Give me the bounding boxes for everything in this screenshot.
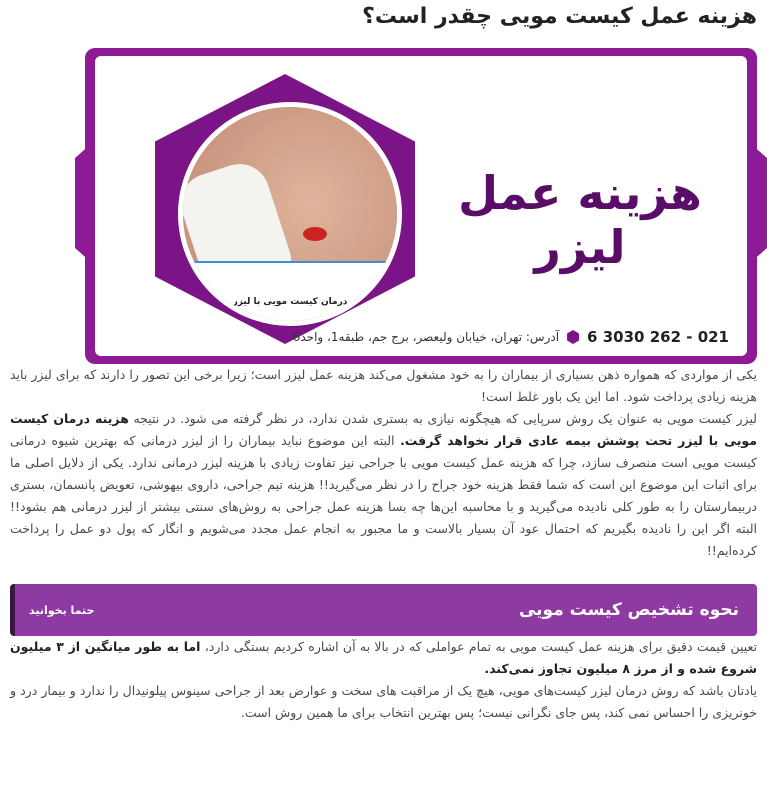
banner-inner xyxy=(95,56,747,356)
banner-address: آدرس: تهران، خیابان ولیعصر، برج جم، طبقه1، واحد6 xyxy=(292,330,560,344)
paragraph-insurance xyxy=(10,408,757,562)
banner-phone: 021 - 262 3030 6 xyxy=(587,328,729,346)
paragraph-insurance-bold: هزینه درمان کیست مویی با لیزر تحت پوشش بیمه عادی قرار نخواهد گرفت. xyxy=(10,411,758,448)
related-article-tag: حتما بخوانید xyxy=(29,603,95,617)
photo-wound xyxy=(303,227,327,241)
paragraph-insurance-part1: لیزر کیست مویی به عنوان یک روش سرپایی که هیچگونه نیازی به بستری شدن ندارد، در نظر گرفته می شود. در نتیجه xyxy=(128,411,757,426)
photo-caption-band xyxy=(183,261,397,321)
hexagon-bullet-icon xyxy=(567,330,579,344)
related-article-banner[interactable] xyxy=(10,584,757,636)
related-article-title[interactable]: نحوه تشخیص کیست مویی xyxy=(518,600,739,620)
paragraph-price xyxy=(10,636,757,680)
treatment-photo xyxy=(178,102,402,326)
banner-image xyxy=(85,48,757,364)
banner-headline: هزینه عمل لیزر xyxy=(458,166,702,274)
paragraph-price-bold: اما به طور میانگین از ۳ میلیون شروع شده و از مرز ۸ میلیون تجاوز نمی‌کند. xyxy=(10,639,757,676)
paragraph-conclusion: یادتان باشد که روش درمان لیزر کیست‌های مویی، هیچ یک از مراقبت های سخت و عوارض بعد از جراحی سینوس پیلونیدال را ندارد و بیمار درد و خونریزی را احساس نمی کند، پس جای نگرانی نیست؛ پس بهترین انتخاب برای ما همین روش است. xyxy=(10,683,757,720)
banner-contact xyxy=(293,328,729,346)
photo-caption: درمان کیست مویی با لیزر xyxy=(232,297,348,307)
paragraph-price-part1: تعیین قیمت دقیق برای هزینه عمل کیست مویی به تمام عواملی که در بالا به آن اشاره کردیم بستگی دارد، xyxy=(200,639,758,654)
article-title: هزینه عمل کیست مویی چقدر است؟ xyxy=(362,4,757,29)
paragraph-intro: یکی از مواردی که همواره ذهن بسیاری از بیماران را به خود مشغول می‌کند هزینه عمل لیزر است؛ زیرا برخی این تصور را دارند که برای لیزر باید هزینه زیادی پرداخت شود. اما این یک باور غلط است! xyxy=(10,367,757,404)
paragraph-insurance-part2: البته این موضوع نباید بیماران را از لیزر درمانی که بهترین شیوه درمانی کیست مویی است منصرف سازد، چرا که هزینه عمل کیست مویی با جراحی نیز تفاوت زیادی با هزینه لیزر درمانی ندارد. یکی از دلایل اصلی ما برای اثبات این موضوع این است که شما فقط هزینه خود جراح را در نظر می‌گیرید!! هزینه تیم جراحی، داروی بیهوشی، تعویض پانسمان، بستری دربیمارستان را به طور کلی نادیده می‌گیرید و با محاسبه این‌ها چه بسا هزینه عمل جراحی به روش‌های سنتی بیشتر از لیزر درمانی هم بشود!! البته اگر این را نادیده بگیریم که احتمال عود آن بسیار بالاست و ما مجبور به انجام عمل مجدد می‌شویم و انگار که پول دو عمل را پرداخت کرده‌ایم!! xyxy=(10,433,757,558)
